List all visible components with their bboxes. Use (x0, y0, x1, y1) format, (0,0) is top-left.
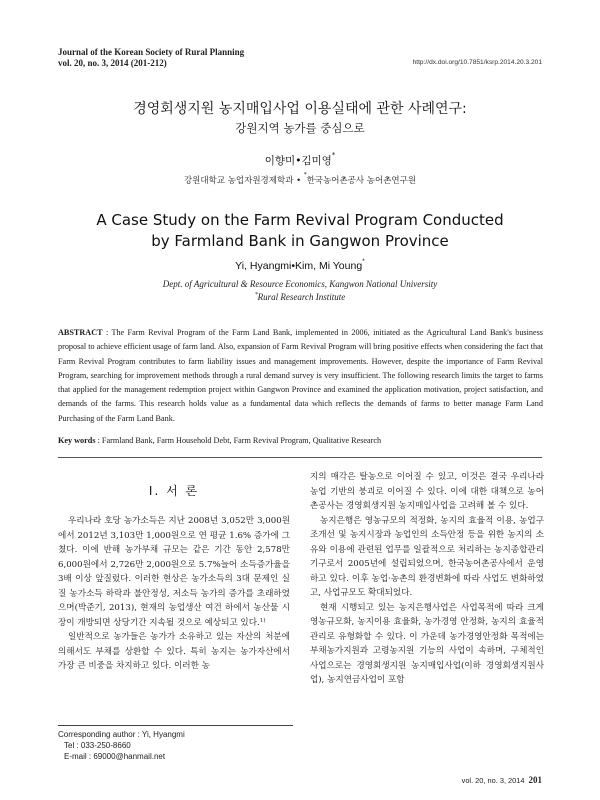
body-paragraph: 일반적으로 농가들은 농가가 소유하고 있는 자산의 처분에 의해서도 부채를 상환할 수 있다. 특히 농지는 농가자산에서 가장 큰 비중을 차지하고 있다. 이러한 농 (58, 632, 290, 671)
english-title-line1: A Case Study on the Farm Revival Program Conducted (96, 211, 504, 229)
korean-authors (0, 153, 600, 168)
english-affiliation-text: Rural Research Institute (257, 292, 346, 302)
corresponding-email: E-mail : 69000@hanmail.net (64, 752, 166, 761)
abstract-label: ABSTRACT (58, 328, 103, 337)
body-paragraph: 지의 매각은 탈농으로 이어질 수 있고, 이것은 결국 우리나라 농업 기반의 붕괴로 이어질 수 있다. 이에 대한 대책으로 농어촌공사는 경영회생지원 농지매입사업을 고려해 볼 수 있다. (310, 472, 544, 511)
english-title-line2: by Farmland Bank in Gangwon Province (151, 232, 449, 250)
paragraph-text: 우리나라 호당 농가소득은 지난 2008년 3,052만 3,000원에서 2012년 3,103만 1,000원으로 연 평균 1.6% 증가에 그쳤다. 이에 반해 농가부채 규모는 같은 기간 동안 2,578만 6,000원에서 2,726만 2,000원으로 5.7%늘어 소득증가율을 3배 이상 앞질렀다. 이러한 현상은 농가소득의 3대 문제인 실질 농가소득 하락과 불안정성, 저소득 농가의 증가를 초래하였으며(박준기, 2013), 현재의 농업생산 여건 하에서 농산물 시장이 개방되면 상당기간 지속될 것으로 예상되고 있다. (58, 516, 290, 628)
keywords-text: Farmland Bank, Farm Household Debt, Farm Revival Program, Qualitative Research (101, 436, 382, 445)
korean-title: 경영회생지원 농지매입사업 이용실태에 관한 사례연구: (133, 101, 467, 117)
journal-issue: vol. 20, no. 3, 2014 (201-212) (58, 58, 167, 68)
journal-name: Journal of the Korean Society of Rural Planning (58, 47, 245, 57)
keywords-separator: : (95, 436, 102, 445)
body-column-right (310, 470, 544, 688)
body-paragraph: 현재 시행되고 있는 농지은행사업은 사업목적에 따라 크게 영농규모화, 농지이용 효율화, 농가경영 안정화, 농지의 효율적 관리로 유형화할 수 있다. 이 가운데 농가경영안정화 목적에는 부채농가지원과 고령농지원 기능의 사업이 속하며, 구체적인 사업으로는 경영회생지원 농지매입사업(이하 경영회생지원사업), 농지연금사업이 포함 (310, 602, 544, 685)
footnote-mark: 1) (259, 617, 266, 624)
abstract-text: The Farm Revival Program of the Farm Land Bank, implemented in 2006, initiated as the Agricultural Land Bank's business proposal to achieve efficient usage of farm land. Also, expansion of Farm Revival Program will bring positive effects when considering the fact that Farm Revival Program contributes to farm liability issues and management improvements. However, despite the importance of Farm Revival Program, searching for improvement methods through a rural demand survey is very insufficient. The following research limits the target to farms that applied for the management redemption project within Gangwon Province and examined the application motivation, project satisfaction, and demands of the farms. This research holds value as a fundamental data which reflects the demands of farms to better manage Farm Land Purchasing of the Farm Land Bank. (58, 328, 543, 423)
corresponding-phone: Tel : 033-250-8660 (64, 741, 131, 750)
corresponding-author-note (58, 725, 293, 762)
journal-header (58, 47, 244, 69)
body-paragraph: 농지은행은 영농규모의 적정화, 농지의 효율적 이용, 농업구조개선 및 농지시장과 농업인의 소득안정 등을 위한 농지의 소유와 이용에 관련된 업무를 일괄적으로 처리하는 농지종합관리기구로서 2005년에 설립되었으며, 한국농어촌공사에서 운영하고 있다. 이후 농업·농촌의 환경변화에 따라 사업도 변화하였고, 사업규모도 확대되었다. (310, 515, 544, 598)
doi-link[interactable]: http://dx.doi.org/10.7851/ksrp.2014.20.3.201 (412, 59, 542, 66)
affiliation-mark: * (303, 172, 307, 178)
english-affiliation-line2 (0, 291, 600, 304)
body-paragraph (58, 514, 290, 630)
corresponding-author-label: Corresponding author : Yi, Hyangmi (58, 730, 185, 739)
english-affiliation-line1: Dept. of Agricultural & Resource Economics, Kangwon National University (162, 279, 438, 289)
english-affiliation-mark: * (254, 292, 258, 298)
english-affiliations (0, 278, 600, 304)
korean-affiliation-main: 강원대학교 농업자원경제학과 • (183, 176, 302, 186)
english-author-mark: * (362, 258, 365, 265)
korean-author-names: 이향미•김미영 (264, 155, 332, 167)
section-heading-introduction: Ⅰ. 서 론 (148, 484, 200, 498)
english-title (0, 210, 600, 252)
abstract (58, 326, 543, 426)
body-column-left (58, 514, 290, 674)
english-author-names: Yi, Hyangmi•Kim, Mi Young (235, 260, 363, 272)
english-authors (0, 260, 600, 272)
author-footnote-mark: * (331, 151, 336, 159)
page-number: 201 (528, 775, 542, 785)
section-divider (58, 457, 542, 458)
footer-issue: vol. 20, no. 3, 2014 (461, 776, 525, 785)
page-footer (462, 775, 542, 785)
keywords (58, 435, 543, 447)
keywords-label: Key words (58, 436, 96, 445)
korean-subtitle: 강원지역 농가를 중심으로 (235, 121, 365, 135)
korean-affiliations (0, 174, 600, 186)
abstract-separator: : (102, 328, 112, 337)
korean-affiliation-second: 한국농어촌공사 농어촌연구원 (306, 176, 417, 186)
